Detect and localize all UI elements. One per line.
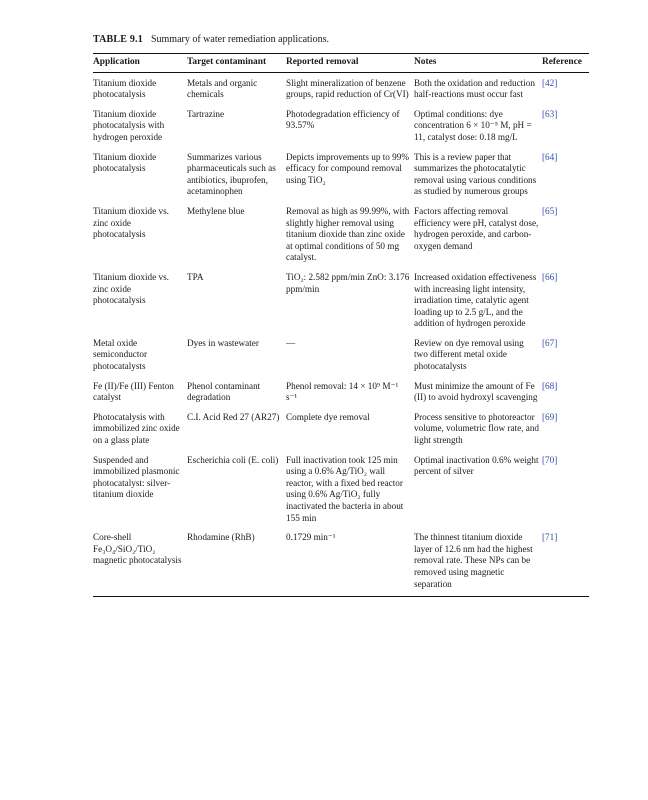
notes-cell: The thinnest titanium dioxide layer of 12.6 nm had the highest removal rate. These NPs can be removed using magnetic separation bbox=[414, 532, 533, 589]
application-cell: Titanium dioxide vs. zinc oxide photocatalysis bbox=[93, 271, 169, 306]
table-row bbox=[93, 198, 589, 264]
table-number: TABLE 9.1 bbox=[93, 34, 143, 45]
reference-link[interactable]: [70] bbox=[542, 454, 558, 465]
removal-cell: — bbox=[286, 337, 296, 348]
document-page bbox=[93, 34, 589, 597]
table-row bbox=[93, 101, 589, 144]
target-cell: Tartrazine bbox=[187, 108, 225, 119]
reference-link[interactable]: [63] bbox=[542, 108, 558, 119]
application-cell: Titanium dioxide photocatalysis with hydrogen peroxide bbox=[93, 108, 165, 142]
target-cell: Methylene blue bbox=[187, 205, 245, 216]
header-target-contaminant: Target contaminant bbox=[187, 54, 286, 73]
reference-link[interactable]: [71] bbox=[542, 532, 558, 543]
table-row bbox=[93, 373, 589, 404]
table-row bbox=[93, 404, 589, 447]
table-row bbox=[93, 330, 589, 373]
removal-cell: Depicts improvements up to 99% efficacy for compound removal using TiO₂ bbox=[286, 151, 409, 185]
target-cell: Phenol contaminant degradation bbox=[187, 380, 261, 403]
notes-cell: Review on dye removal using two different metal oxide photocatalysts bbox=[414, 337, 524, 372]
table-title: Summary of water remediation applications. bbox=[150, 34, 329, 45]
remediation-table bbox=[93, 53, 589, 597]
notes-cell: Process sensitive to photoreactor volume, volumetric flow rate, and light strength bbox=[414, 411, 540, 446]
application-cell: Fe (II)/Fe (III) Fenton catalyst bbox=[93, 380, 174, 403]
notes-cell: Both the oxidation and reduction half-reactions must occur fast bbox=[414, 77, 535, 100]
notes-cell: Increased oxidation effectiveness with increasing light intensity, irradiation time, catalytic agent loading up to 2.5 g/L, and the addition of hydrogen peroxide bbox=[414, 271, 537, 329]
removal-cell: TiO₂: 2.582 ppm/min ZnO: 3.176 ppm/min bbox=[286, 271, 410, 294]
notes-cell: Must minimize the amount of Fe (II) to avoid hydroxyl scavenging bbox=[414, 380, 538, 403]
application-cell: Photocatalysis with immobilized zinc oxide on a glass plate bbox=[93, 411, 180, 446]
notes-cell: This is a review paper that summarizes the photocatalytic removal using various conditions as studied by numerous groups bbox=[414, 151, 537, 197]
removal-cell: 0.1729 min⁻¹ bbox=[286, 532, 336, 543]
table-row bbox=[93, 264, 589, 330]
target-cell: Rhodamine (RhB) bbox=[187, 532, 255, 543]
application-cell: Titanium dioxide photocatalysis bbox=[93, 77, 157, 100]
application-cell: Core-shell Fe₃O₄/SiO₂/TiO₂ magnetic photocatalysis bbox=[93, 532, 182, 566]
removal-cell: Full inactivation took 125 min using a 0.6% Ag/TiO₂ wall reactor, with a fixed bed reactor using 0.6% Ag/TiO₂ fully inactivated the bacteria in about 155 min bbox=[286, 454, 404, 523]
reference-link[interactable]: [69] bbox=[542, 411, 558, 422]
removal-cell: Photodegradation efficiency of 93.57% bbox=[286, 108, 400, 131]
header-application: Application bbox=[93, 54, 187, 73]
target-cell: Metals and organic chemicals bbox=[187, 77, 258, 100]
table-row bbox=[93, 144, 589, 198]
table-row bbox=[93, 72, 589, 101]
removal-cell: Removal as high as 99.99%, with slightly higher removal using titanium dioxide than zinc oxide at optimal conditions of 50 mg catalyst. bbox=[286, 205, 410, 263]
target-cell: C.I. Acid Red 27 (AR27) bbox=[187, 411, 280, 422]
reference-link[interactable]: [42] bbox=[542, 77, 558, 88]
header-reference: Reference bbox=[542, 54, 589, 73]
removal-cell: Slight mineralization of benzene groups, rapid reduction of Cr(VI) bbox=[286, 77, 409, 100]
target-cell: Dyes in wastewater bbox=[187, 337, 259, 348]
removal-cell: Complete dye removal bbox=[286, 411, 370, 422]
application-cell: Titanium dioxide vs. zinc oxide photocatalysis bbox=[93, 205, 169, 240]
notes-cell: Optimal conditions: dye concentration 6 × 10⁻⁵ M, pH = 11, catalyst dose: 0.18 mg/L bbox=[414, 108, 532, 142]
table-row bbox=[93, 524, 589, 596]
notes-cell: Optimal inactivation 0.6% weight percent of silver bbox=[414, 454, 539, 477]
application-cell: Suspended and immobilized plasmonic photocatalyst: silver- titanium dioxide bbox=[93, 454, 180, 500]
application-cell: Titanium dioxide photocatalysis bbox=[93, 151, 157, 174]
reference-link[interactable]: [64] bbox=[542, 151, 558, 162]
target-cell: Escherichia coli (E. coli) bbox=[187, 454, 279, 465]
table-row bbox=[93, 447, 589, 525]
application-cell: Metal oxide semiconductor photocatalysts bbox=[93, 337, 148, 372]
reference-link[interactable]: [68] bbox=[542, 380, 558, 391]
reference-link[interactable]: [65] bbox=[542, 205, 558, 216]
reference-link[interactable]: [67] bbox=[542, 337, 558, 348]
target-cell: Summarizes various pharmaceuticals such as antibiotics, ibuprofen, acetaminophen bbox=[187, 151, 276, 197]
table-body bbox=[93, 72, 589, 597]
target-cell: TPA bbox=[187, 271, 204, 282]
table-header-row bbox=[93, 54, 589, 73]
header-notes: Notes bbox=[414, 54, 542, 73]
header-reported-removal: Reported removal bbox=[286, 54, 414, 73]
notes-cell: Factors affecting removal efficiency were pH, catalyst dose, hydrogen peroxide, and carbon-oxygen demand bbox=[414, 205, 539, 251]
reference-link[interactable]: [66] bbox=[542, 271, 558, 282]
removal-cell: Phenol removal: 14 × 10⁹ M⁻¹ s⁻¹ bbox=[286, 380, 399, 403]
table-caption bbox=[93, 34, 589, 45]
